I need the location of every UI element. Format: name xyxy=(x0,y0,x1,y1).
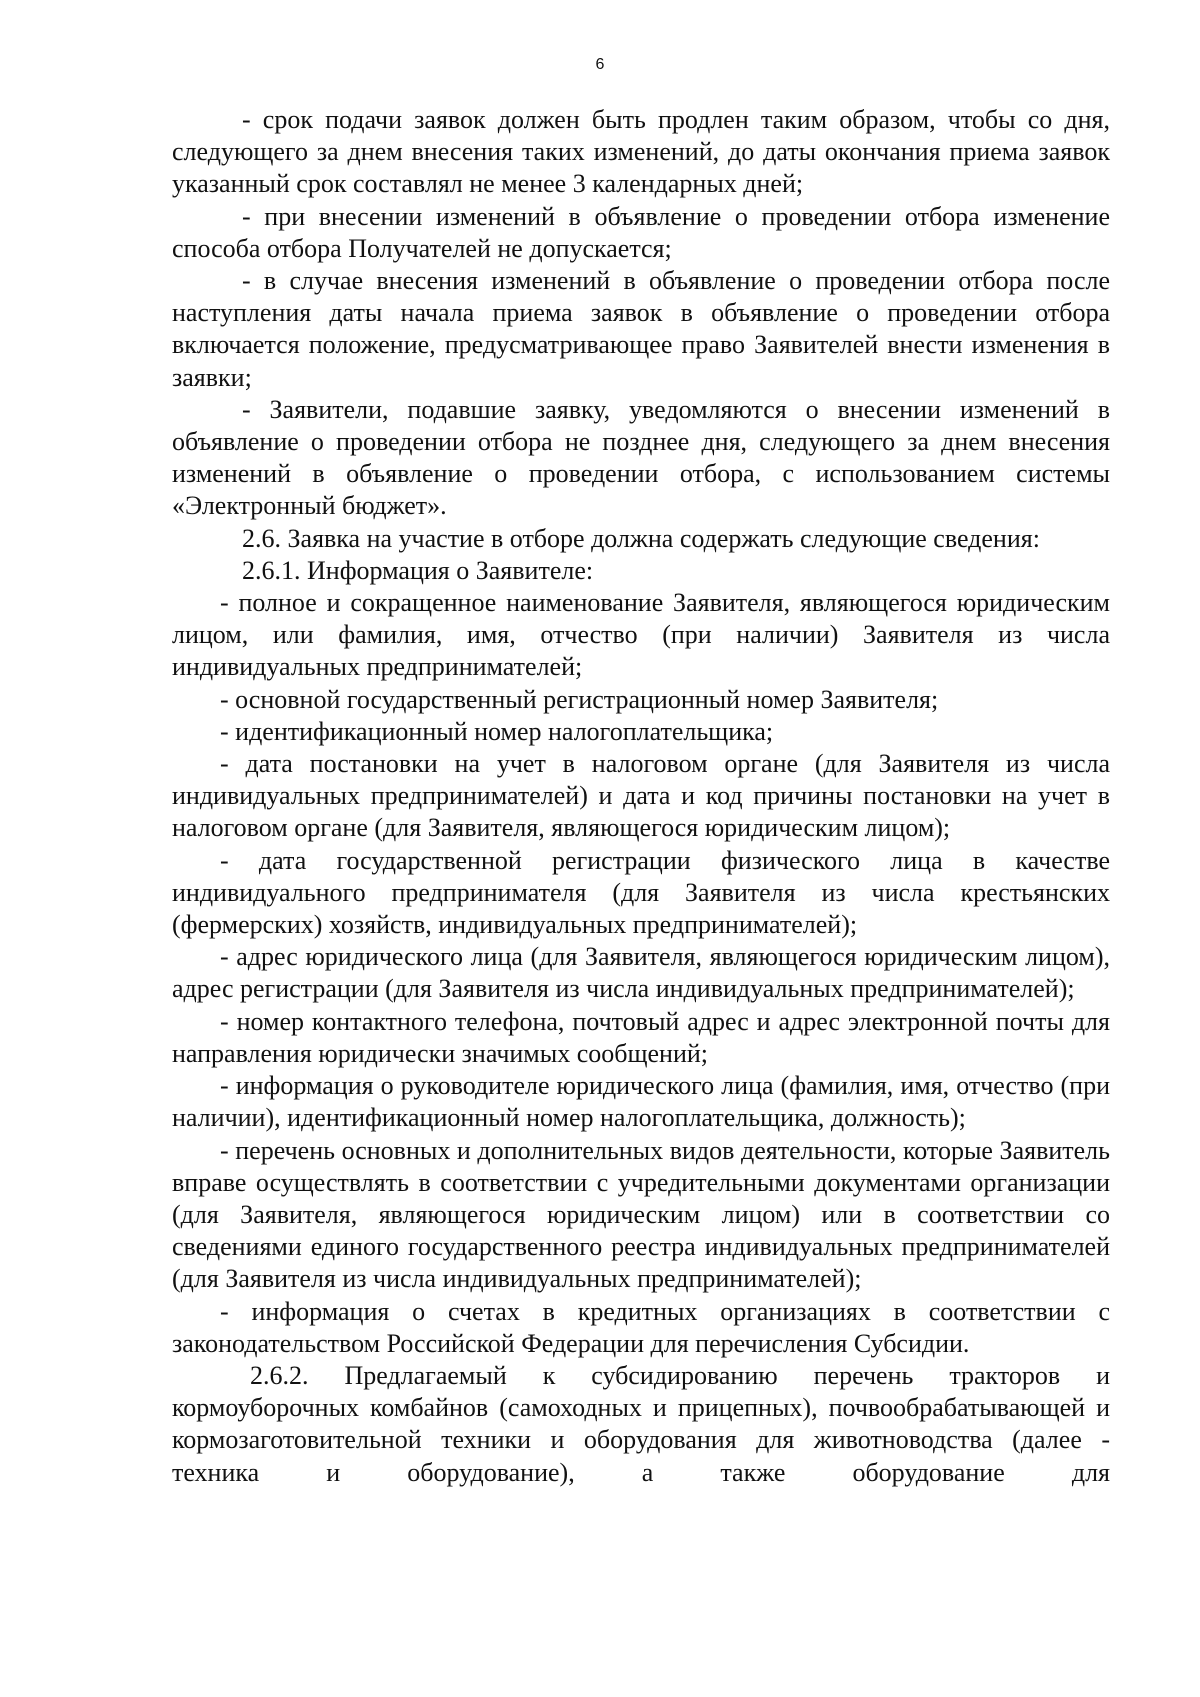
paragraph-applicant-notification: - Заявители, подавшие заявку, уведомляются о внесении изменений в объявление о проведении отбора не позднее дня, следующего за днем внесения изменений в объявление о проведении отбора, с использованием системы «Электронный бюджет». xyxy=(172,394,1110,521)
list-item-bank-accounts: - информация о счетах в кредитных организациях в соответствии с законодательством Российской Федерации для перечисления Субсидии. xyxy=(172,1296,1110,1358)
list-item-name: - полное и сокращенное наименование Заявителя, являющегося юридическим лицом, или фамилия, имя, отчество (при наличии) Заявителя из числа индивидуальных предпринимателей; xyxy=(172,588,1110,682)
list-item-activities: - перечень основных и дополнительных видов деятельности, которые Заявитель вправе осуществлять в соответствии с учредительными документами организации (для Заявителя, являющегося юридическим лицом) или в соответствии со сведениями единого государственного реестра индивидуальных предпринимателей (для Заявителя из числа индивидуальных предпринимателей); xyxy=(172,1135,1110,1294)
paragraph-2-6-2: 2.6.2. Предлагаемый к субсидированию перечень тракторов и кормоуборочных комбайнов (самоходных и прицепных), почвообрабатывающей и кормозаготовительной техники и оборудования для животноводства (далее - техника и оборудование), а также оборудование для xyxy=(172,1360,1110,1487)
paragraph-selection-method: - при внесении изменений в объявление о проведении отбора изменение способа отбора Получателей не допускается; xyxy=(172,201,1110,263)
paragraph-deadline-extension: - срок подачи заявок должен быть продлен таким образом, чтобы со дня, следующего за днем внесения таких изменений, до даты окончания приема заявок указанный срок составлял не менее 3 календарных дней; xyxy=(172,105,1110,199)
paragraph-2-6: 2.6. Заявка на участие в отборе должна содержать следующие сведения: xyxy=(242,523,1040,553)
list-item-address: - адрес юридического лица (для Заявителя, являющегося юридическим лицом), адрес регистрации (для Заявителя из числа индивидуальных предпринимателей); xyxy=(172,942,1110,1004)
list-item-contacts: - номер контактного телефона, почтовый адрес и адрес электронной почты для направления юридически значимых сообщений; xyxy=(172,1006,1110,1068)
document-body xyxy=(172,104,1110,1489)
paragraph-2-6-1: 2.6.1. Информация о Заявителе: xyxy=(242,555,594,585)
page-number: 6 xyxy=(595,56,605,73)
list-item-director: - информация о руководителе юридического лица (фамилия, имя, отчество (при наличии), идентификационный номер налогоплательщика, должность); xyxy=(172,1071,1110,1133)
paragraph-changes-after-start: - в случае внесения изменений в объявление о проведении отбора после наступления даты начала приема заявок в объявление о проведении отбора включается положение, предусматривающее право Заявителей внести изменения в заявки; xyxy=(172,266,1110,392)
list-item-ogrn: - основной государственный регистрационный номер Заявителя; xyxy=(220,684,939,714)
list-item-inn: - идентификационный номер налогоплательщика; xyxy=(220,716,774,746)
list-item-state-registration: - дата государственной регистрации физического лица в качестве индивидуального предпринимателя (для Заявителя из числа крестьянских (фермерских) хозяйств, индивидуальных предпринимателей); xyxy=(172,845,1110,940)
list-item-tax-registration: - дата постановки на учет в налоговом органе (для Заявителя из числа индивидуальных предпринимателей) и дата и код причины постановки на учет в налоговом органе (для Заявителя, являющегося юридическим лицом); xyxy=(172,749,1110,843)
